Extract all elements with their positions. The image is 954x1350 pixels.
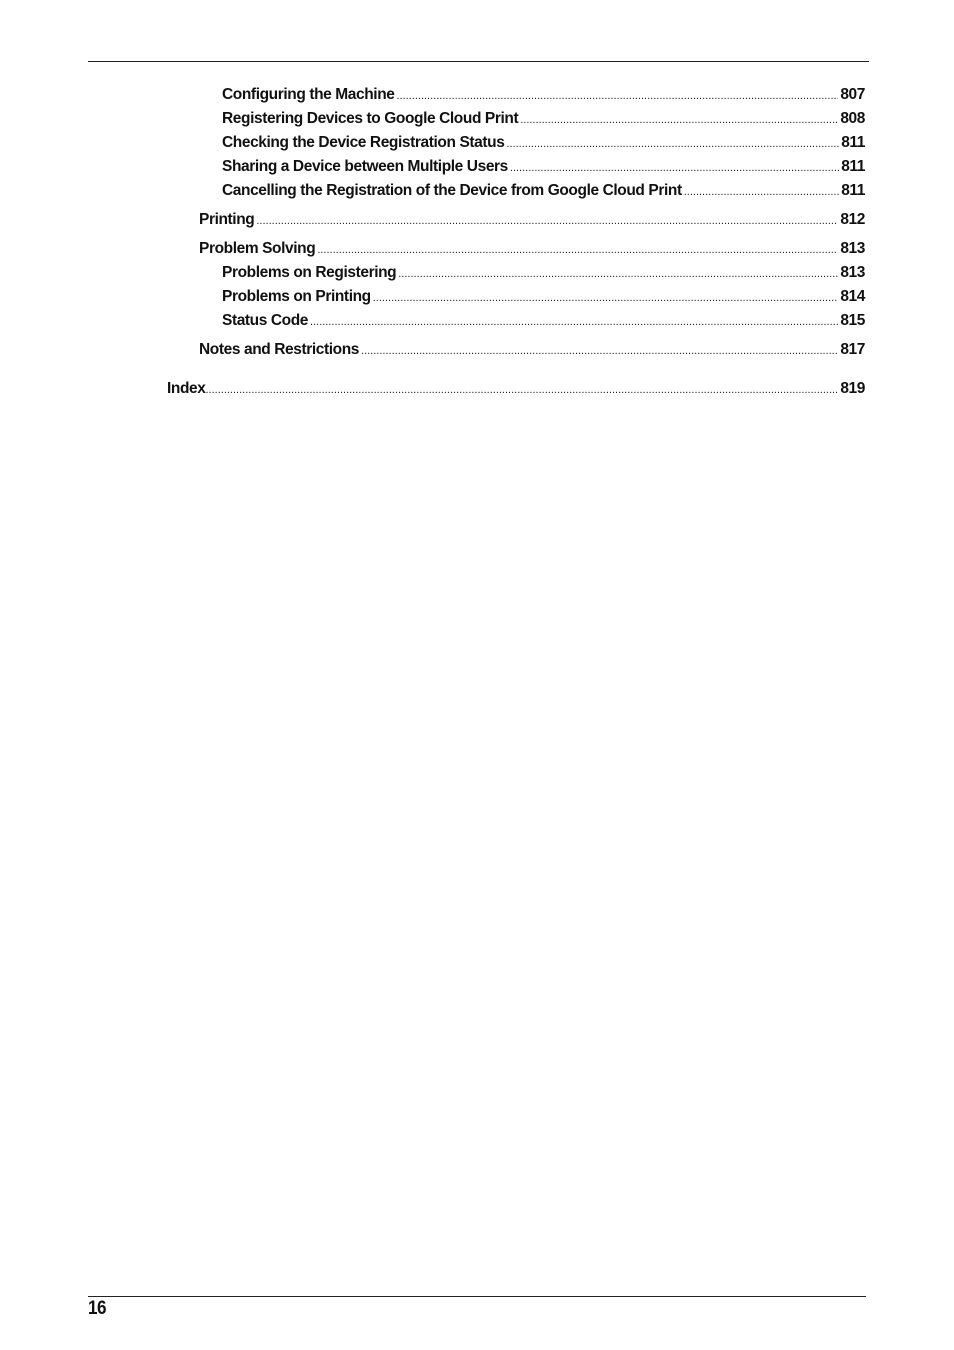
toc-dot-leader [684,181,839,203]
toc-entry-problems-on-printing[interactable] [222,286,865,308]
toc-entry-page: 811 [841,182,865,199]
toc-entry-status-code[interactable] [222,310,865,332]
toc-entry-title: Checking the Device Registration Status [222,134,505,151]
toc-dot-leader [310,311,838,333]
toc-entry-page: 811 [841,134,865,151]
toc-entry-title: Cancelling the Registration of the Device from Google Cloud Print [222,182,682,199]
toc-dot-leader [373,287,839,309]
toc-entry-title: Registering Devices to Google Cloud Print [222,110,519,127]
toc-entry-title: Problems on Registering [222,264,397,281]
toc-entry-registering-devices[interactable] [222,108,865,130]
footer-rule [88,1296,866,1297]
toc-dot-leader [397,85,839,107]
toc-entry-title: Problems on Printing [222,288,371,305]
toc-entry-page: 819 [840,380,865,397]
toc-entry-cancelling-registration[interactable] [222,180,865,202]
toc-entry-title: Problem Solving [199,240,316,257]
toc-entry-page: 817 [840,341,865,358]
toc-entry-page: 808 [840,110,865,127]
toc-entry-title: Index [167,380,206,397]
toc-dot-leader [205,379,838,401]
toc-dot-leader [361,340,838,362]
toc-entry-page: 814 [840,288,865,305]
toc-entry-checking-registration-status[interactable] [222,132,865,154]
toc-entry-page: 812 [840,211,865,228]
toc-entry-sharing-device[interactable] [222,156,865,178]
toc-entry-title: Configuring the Machine [222,86,395,103]
toc-dot-leader [506,133,839,155]
toc-entry-configuring-the-machine[interactable] [222,84,865,106]
toc-entry-title: Printing [199,211,255,228]
toc-entry-title: Status Code [222,312,309,329]
toc-entry-title: Sharing a Device between Multiple Users [222,158,508,175]
toc-entry-page: 807 [840,86,865,103]
toc-entry-page: 813 [840,264,865,281]
toc-entry-page: 811 [841,158,865,175]
toc-dot-leader [510,157,839,179]
toc-entry-printing[interactable] [199,209,865,231]
toc-dot-leader [256,210,838,232]
toc-entry-notes-and-restrictions[interactable] [199,339,865,361]
toc-entry-page: 813 [840,240,865,257]
page-number: 16 [88,1298,107,1319]
header-rule [88,61,869,62]
toc-entry-problem-solving[interactable] [199,238,865,260]
toc-dot-leader [520,109,838,131]
toc-dot-leader [398,263,838,285]
toc-entry-page: 815 [840,312,865,329]
toc-entry-problems-on-registering[interactable] [222,262,865,284]
toc-entry-title: Notes and Restrictions [199,341,360,358]
toc-dot-leader [317,239,838,261]
toc-entry-index[interactable] [167,378,865,400]
